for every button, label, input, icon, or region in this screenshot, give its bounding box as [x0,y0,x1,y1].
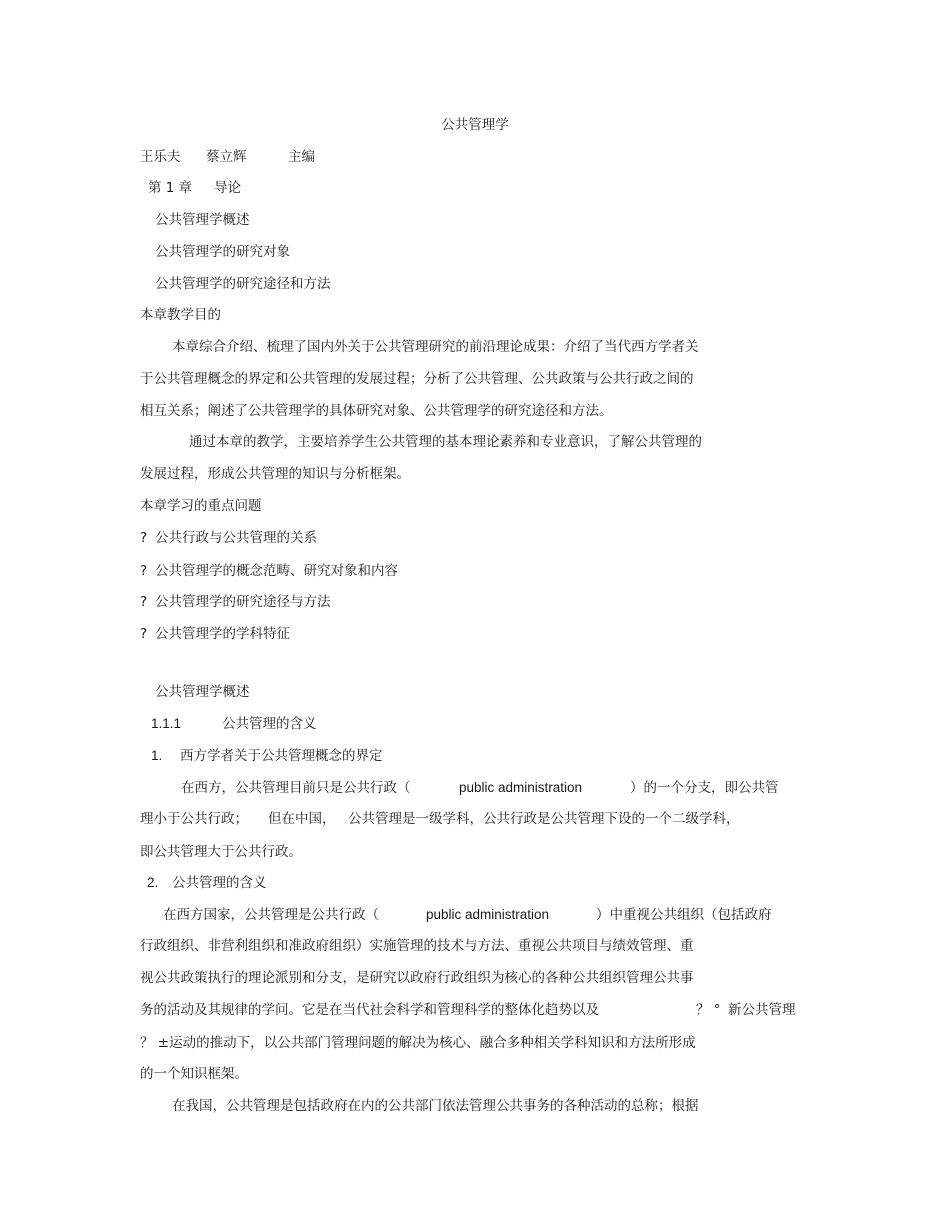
author-name: 蔡立辉 [206,149,247,165]
section-title: 公共管理学概述 [155,684,250,700]
paragraph-line: ？ ±运动的推动下，以公共部门管理问题的解决为核心、融合多种相关学科知识和方法所形成 [140,1035,696,1051]
toc-item: 公共管理学概述 [155,212,250,228]
chapter-label: 第 1 章 [148,180,193,196]
key-question-item: 公共管理学的概念范畴、研究对象和内容 [155,563,398,579]
paragraph-line: 于公共管理概念的界定和公共管理的发展过程；分析了公共管理、公共政策与公共行政之间的 [140,371,694,387]
paragraph-line: 在西方，公共管理目前只是公共行政（ [181,780,411,796]
paragraph-line: 即公共管理大于公共行政。 [140,844,302,860]
subsection-title: 公共管理的含义 [222,716,317,732]
paragraph-line: 本章综合介绍、梳理了国内外关于公共管理研究的前沿理论成果：介绍了当代西方学者关 [172,339,699,355]
paragraph-line: 发展过程，形成公共管理的知识与分析框架。 [140,466,410,482]
paragraph-line: ）中重视公共组织（包括政府 [596,907,772,923]
paragraph-line: 视公共政策执行的理论派别和分支，是研究以政府行政组织为核心的各种公共组织管理公共事 [140,970,694,986]
toc-item: 公共管理学的研究对象 [155,244,290,260]
paragraph-line: ？ ° [696,1002,721,1018]
paragraph-line: 新公共管理 [728,1002,796,1018]
paragraph-line: 务的活动及其规律的学问。它是在当代社会科学和管理科学的整体化趋势以及 [140,1002,599,1018]
paragraph-line: 在西方国家，公共管理是公共行政（ [163,907,379,923]
key-question-item: 公共管理学的学科特征 [155,626,290,642]
paragraph-line: 理小于公共行政； [140,811,248,827]
toc-item: 公共管理学的研究途径和方法 [155,276,331,292]
paragraph-line: 在我国，公共管理是包括政府在内的公共部门依法管理公共事务的各种活动的总称；根据 [172,1098,699,1114]
document-title: 公共管理学 [441,117,509,133]
bullet-marker: ? [140,563,148,579]
author-name: 王乐夫 [140,149,181,165]
objectives-heading: 本章教学目的 [140,307,221,323]
english-term: public administration [426,907,550,922]
paragraph-line: 公共管理是一级学科，公共行政是公共管理下设的一个二级学科， [348,811,740,827]
key-question-item: 公共管理学的研究途径与方法 [155,594,331,610]
item-title: 公共管理的含义 [172,875,267,891]
key-questions-heading: 本章学习的重点问题 [140,498,262,514]
bullet-marker: ? [140,530,148,546]
paragraph-line: 相互关系；阐述了公共管理学的具体研究对象、公共管理学的研究途径和方法。 [140,403,613,419]
paragraph-line: 但在中国， [268,811,336,827]
bullet-marker: ? [140,594,148,610]
english-term: public administration [459,780,583,795]
item-title: 西方学者关于公共管理概念的界定 [180,748,383,764]
author-role: 主编 [288,149,315,165]
item-number: 1. [151,748,163,763]
key-question-item: 公共行政与公共管理的关系 [155,530,317,546]
bullet-marker: ? [140,626,148,642]
chapter-name: 导论 [214,180,241,196]
subsection-number: 1.1.1 [151,716,182,731]
paragraph-line: 行政组织、非营利组织和准政府组织）实施管理的技术与方法、重视公共项目与绩效管理、重 [140,938,694,954]
paragraph-line: ）的一个分支，即公共管 [630,780,779,796]
item-number: 2. [147,875,159,890]
paragraph-line: 通过本章的教学，主要培养学生公共管理的基本理论素养和专业意识，了解公共管理的 [189,434,702,450]
paragraph-line: 的一个知识框架。 [140,1066,248,1082]
